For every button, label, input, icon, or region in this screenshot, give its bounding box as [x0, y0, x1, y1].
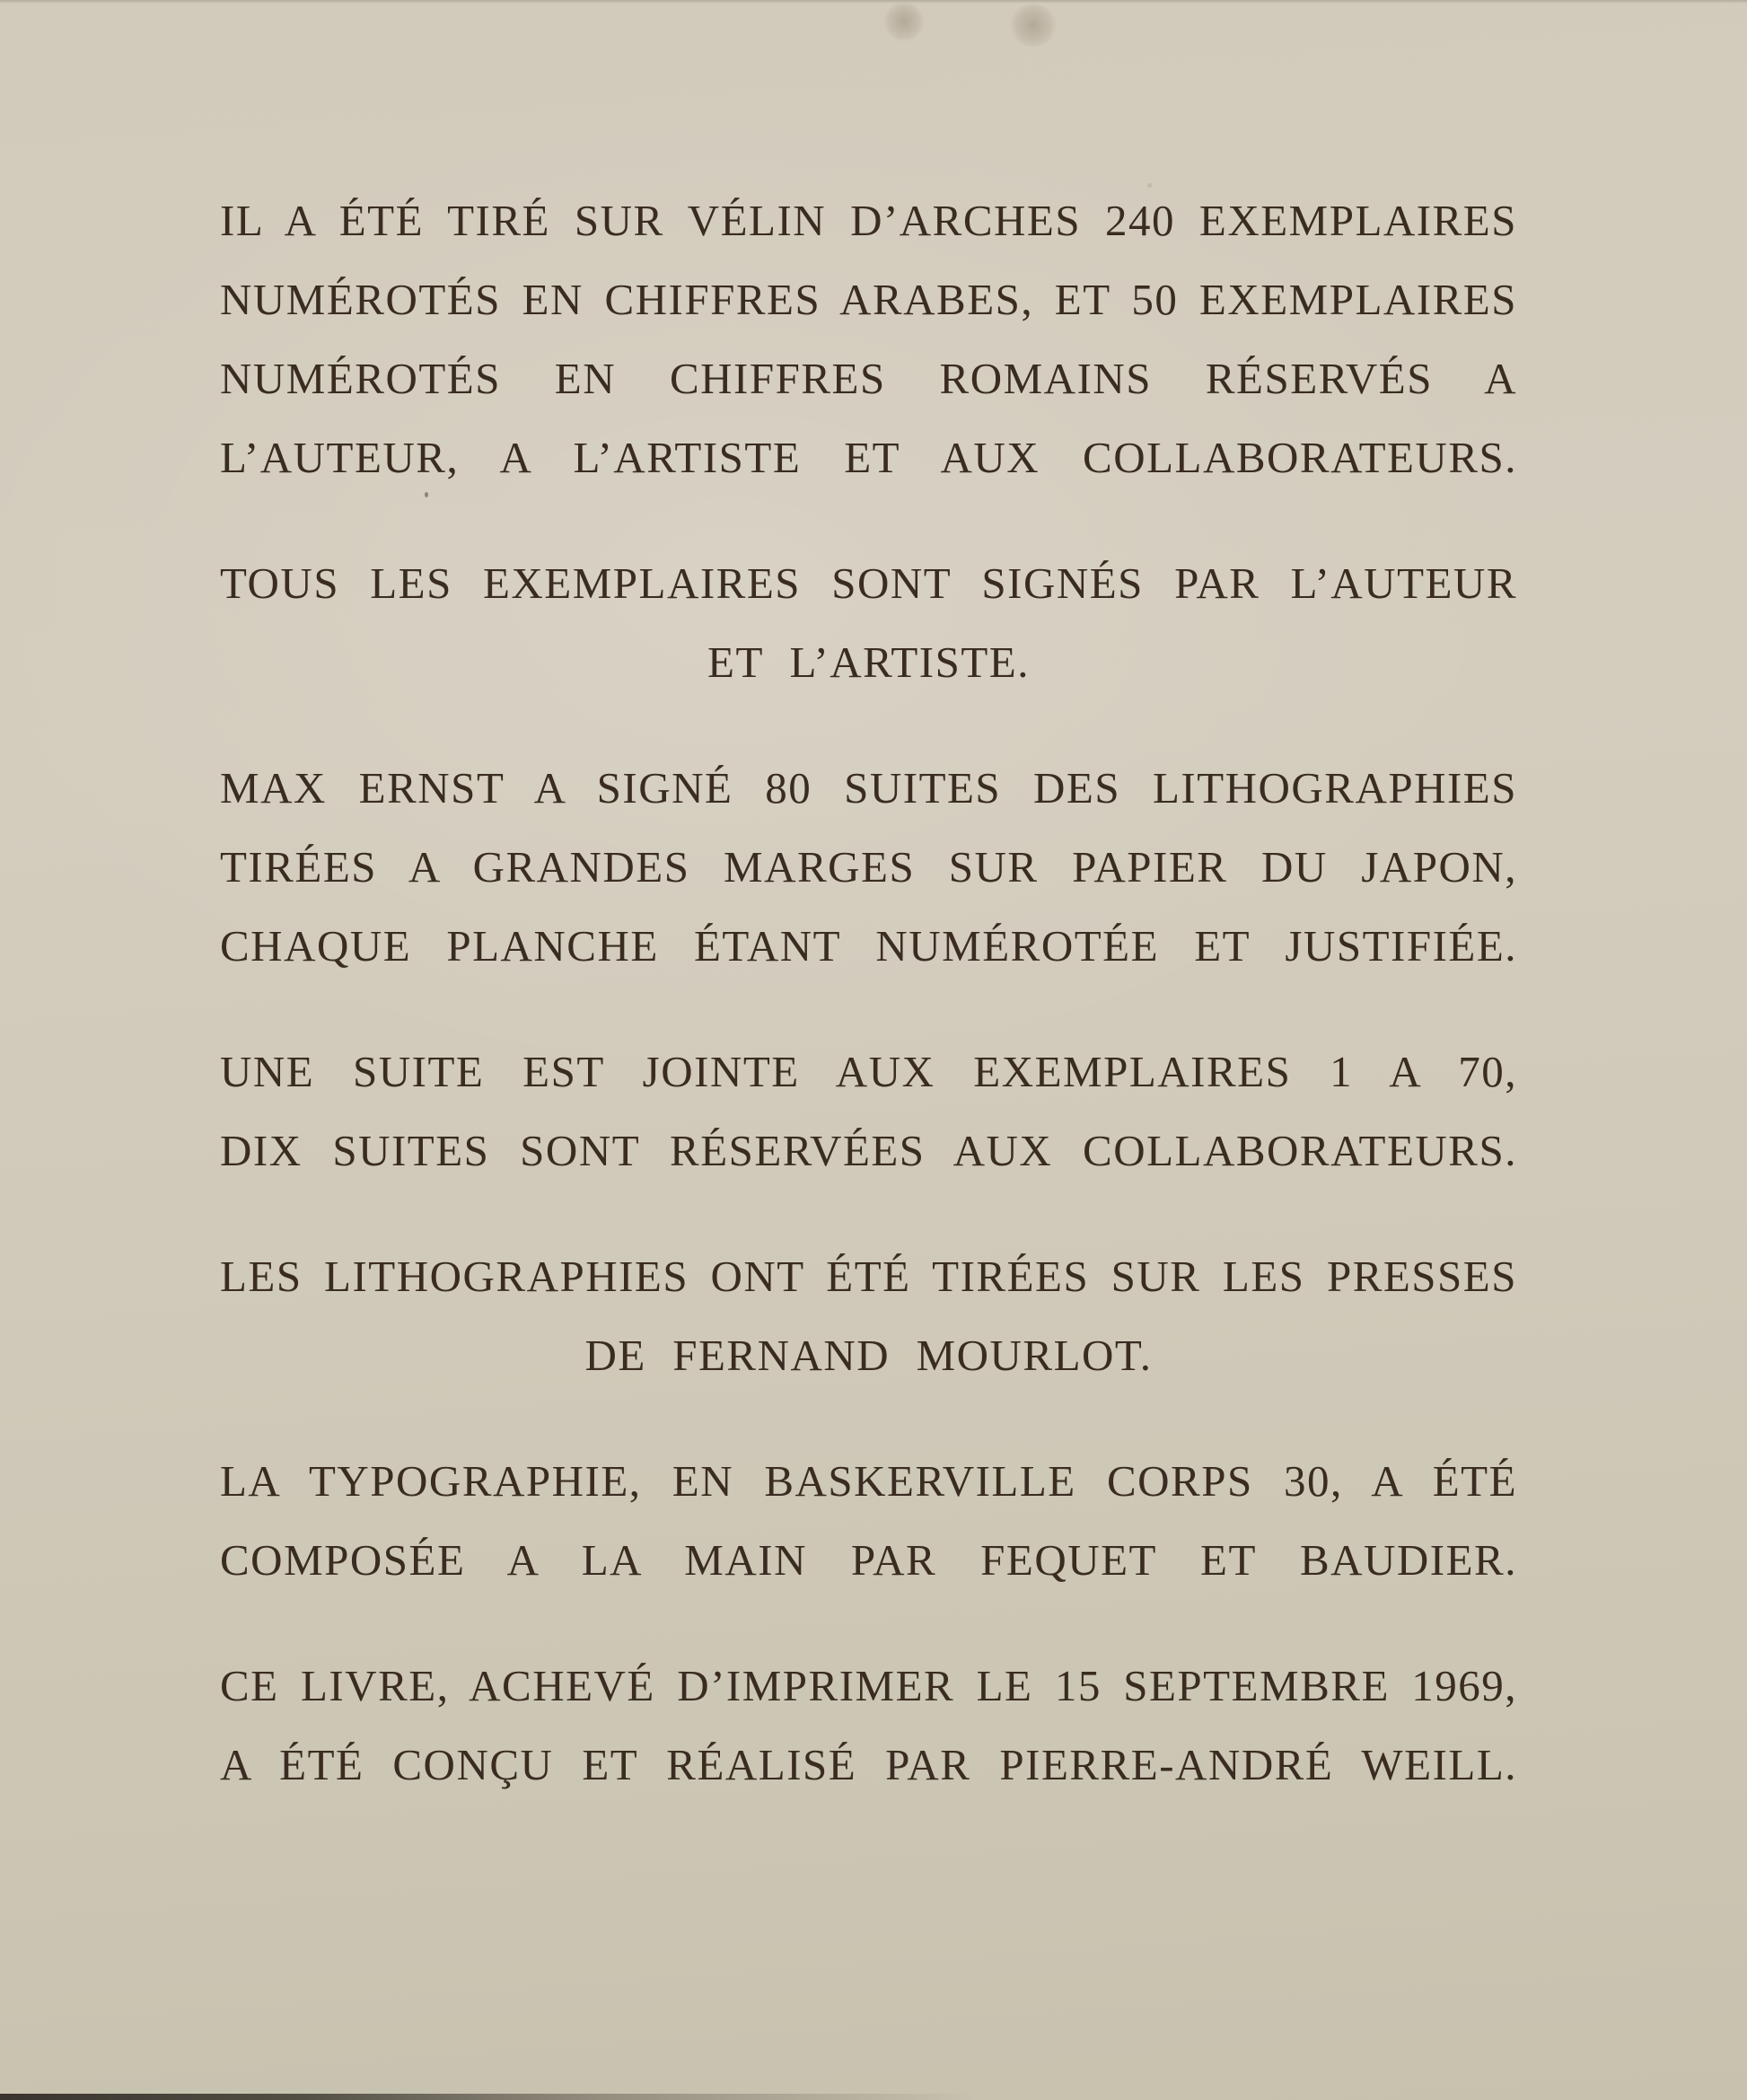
text-line: UNE SUITE EST JOINTE AUX EXEMPLAIRES 1 A 70, — [220, 1047, 1517, 1096]
colophon-text-block — [220, 181, 1517, 1805]
text-line: CHAQUE PLANCHE ÉTANT NUMÉROTÉE ET JUSTIFIÉE. — [220, 921, 1517, 971]
text-line: NUMÉROTÉS EN CHIFFRES ROMAINS RÉSERVÉS A — [220, 354, 1517, 403]
text-line: NUMÉROTÉS EN CHIFFRES ARABES, ET 50 EXEMPLAIRES — [220, 275, 1517, 324]
text-line: CE LIVRE, ACHEVÉ D’IMPRIMER LE 15 SEPTEMBRE 1969, — [220, 1661, 1517, 1710]
text-line: TIRÉES A GRANDES MARGES SUR PAPIER DU JAPON, — [220, 842, 1517, 892]
text-line: TOUS LES EXEMPLAIRES SONT SIGNÉS PAR L’AUTEUR — [220, 558, 1517, 608]
photo-top-edge-shadow — [0, 0, 1747, 4]
paragraph-mourlot-presses — [220, 1237, 1517, 1395]
text-line: DIX SUITES SONT RÉSERVÉES AUX COLLABORATEURS. — [220, 1126, 1517, 1175]
text-line: ET L’ARTISTE. — [707, 637, 1030, 687]
text-line: MAX ERNST A SIGNÉ 80 SUITES DES LITHOGRAPHIES — [220, 763, 1517, 813]
paragraph-ernst-suites — [220, 749, 1517, 986]
paragraph-typography — [220, 1442, 1517, 1600]
paragraph-edition-run — [220, 181, 1517, 497]
text-line: LES LITHOGRAPHIES ONT ÉTÉ TIRÉES SUR LES PRESSES — [220, 1252, 1517, 1301]
text-line: IL A ÉTÉ TIRÉ SUR VÉLIN D’ARCHES 240 EXEMPLAIRES — [220, 196, 1517, 245]
photo-bottom-edge-shadow — [0, 2094, 1084, 2100]
text-line: LA TYPOGRAPHIE, EN BASKERVILLE CORPS 30, A ÉTÉ — [220, 1456, 1517, 1506]
paper-smudge — [884, 2, 924, 41]
paragraph-suite-distribution — [220, 1032, 1517, 1191]
text-line: COMPOSÉE A LA MAIN PAR FEQUET ET BAUDIER. — [220, 1535, 1517, 1585]
paragraph-signed-copies — [220, 544, 1517, 702]
text-line: A ÉTÉ CONÇU ET RÉALISÉ PAR PIERRE-ANDRÉ WEILL. — [220, 1740, 1517, 1789]
text-line: L’AUTEUR, A L’ARTISTE ET AUX COLLABORATEURS. — [220, 433, 1517, 482]
text-line: DE FERNAND MOURLOT. — [584, 1331, 1153, 1380]
paper-smudge — [1010, 4, 1057, 47]
paragraph-completion — [220, 1647, 1517, 1805]
